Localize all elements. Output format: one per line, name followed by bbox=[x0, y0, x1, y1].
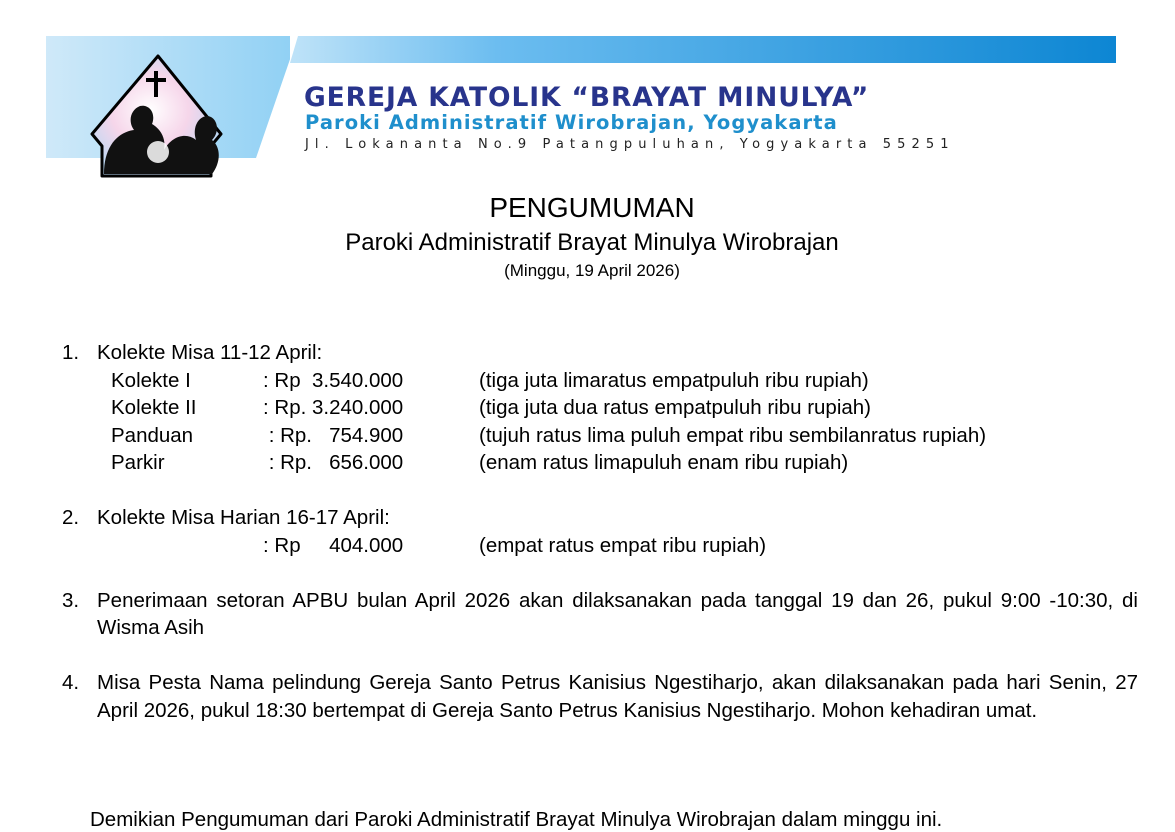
collection-amount: : Rp. 3.240.000 bbox=[263, 396, 404, 419]
item-text: Misa Pesta Nama pelindung Gereja Santo Petrus Kanisius Ngestiharjo, akan dilaksanakan pada hari Senin, 27 April 2026, pukul 18:30 bertempat di Gereja Santo Petrus Kanisius Ngestiharjo. Mohon kehadiran umat. bbox=[97, 671, 1138, 722]
announcement-item-4 bbox=[62, 669, 1138, 724]
collection-amount-words: (tiga juta dua ratus empatpuluh ribu rupiah) bbox=[479, 396, 872, 419]
collection-amount: : Rp 3.540.000 bbox=[263, 368, 404, 392]
collection-label: Parkir bbox=[111, 451, 165, 474]
org-name: GEREJA KATOLIK “BRAYAT MINULYA” bbox=[304, 82, 870, 113]
item-number: 1. bbox=[62, 341, 80, 364]
closing-text: Demikian Pengumuman dari Paroki Administratif Brayat Minulya Wirobrajan dalam minggu ini. bbox=[90, 808, 943, 831]
page-date: (Minggu, 19 April 2026) bbox=[504, 261, 680, 280]
page-subtitle: Paroki Administratif Brayat Minulya Wirobrajan bbox=[345, 229, 839, 256]
collection-row bbox=[97, 449, 1138, 477]
collection-label: Kolekte II bbox=[111, 396, 197, 419]
item-text: Penerimaan setoran APBU bulan April 2026 akan dilaksanakan pada tanggal 19 dan 26, pukul 9:00 -10:30, di Wisma Asih bbox=[97, 588, 1138, 639]
announcement-item-3 bbox=[62, 587, 1138, 642]
announcement-item-1 bbox=[62, 339, 1138, 477]
collection-amount-words: (empat ratus empat ribu rupiah) bbox=[479, 533, 767, 557]
church-logo bbox=[46, 36, 290, 182]
page-title: PENGUMUMAN bbox=[489, 192, 695, 223]
collection-amount: : Rp. 754.900 bbox=[263, 423, 404, 447]
item-number: 3. bbox=[62, 588, 80, 612]
collection-amount-words: (tujuh ratus lima puluh empat ribu sembilanratus rupiah) bbox=[479, 423, 987, 447]
collection-amount: : Rp. 656.000 bbox=[263, 451, 404, 474]
collection-row bbox=[97, 422, 1138, 450]
collection-label: Kolekte I bbox=[111, 368, 191, 392]
org-address: Jl. Lokananta No.9 Patangpuluhan, Yogyakarta 55251 bbox=[305, 137, 955, 152]
collection-row bbox=[97, 394, 1138, 422]
item-number: 4. bbox=[62, 671, 80, 694]
item-heading: Kolekte Misa 11-12 April: bbox=[97, 341, 323, 364]
item-heading: Kolekte Misa Harian 16-17 April: bbox=[97, 506, 390, 529]
org-subtitle: Paroki Administratif Wirobrajan, Yogyakarta bbox=[305, 111, 838, 134]
item-number: 2. bbox=[62, 506, 80, 529]
collection-row bbox=[97, 367, 1138, 395]
collection-amount-words: (enam ratus limapuluh enam ribu rupiah) bbox=[479, 451, 849, 474]
collection-amount-words: (tiga juta limaratus empatpuluh ribu rupiah) bbox=[479, 368, 869, 392]
announcement-item-2 bbox=[62, 504, 1138, 559]
collection-amount: : Rp 404.000 bbox=[263, 533, 404, 557]
collection-label: Panduan bbox=[111, 423, 194, 447]
announcement-list bbox=[62, 339, 1138, 724]
collection-row bbox=[97, 532, 1138, 560]
